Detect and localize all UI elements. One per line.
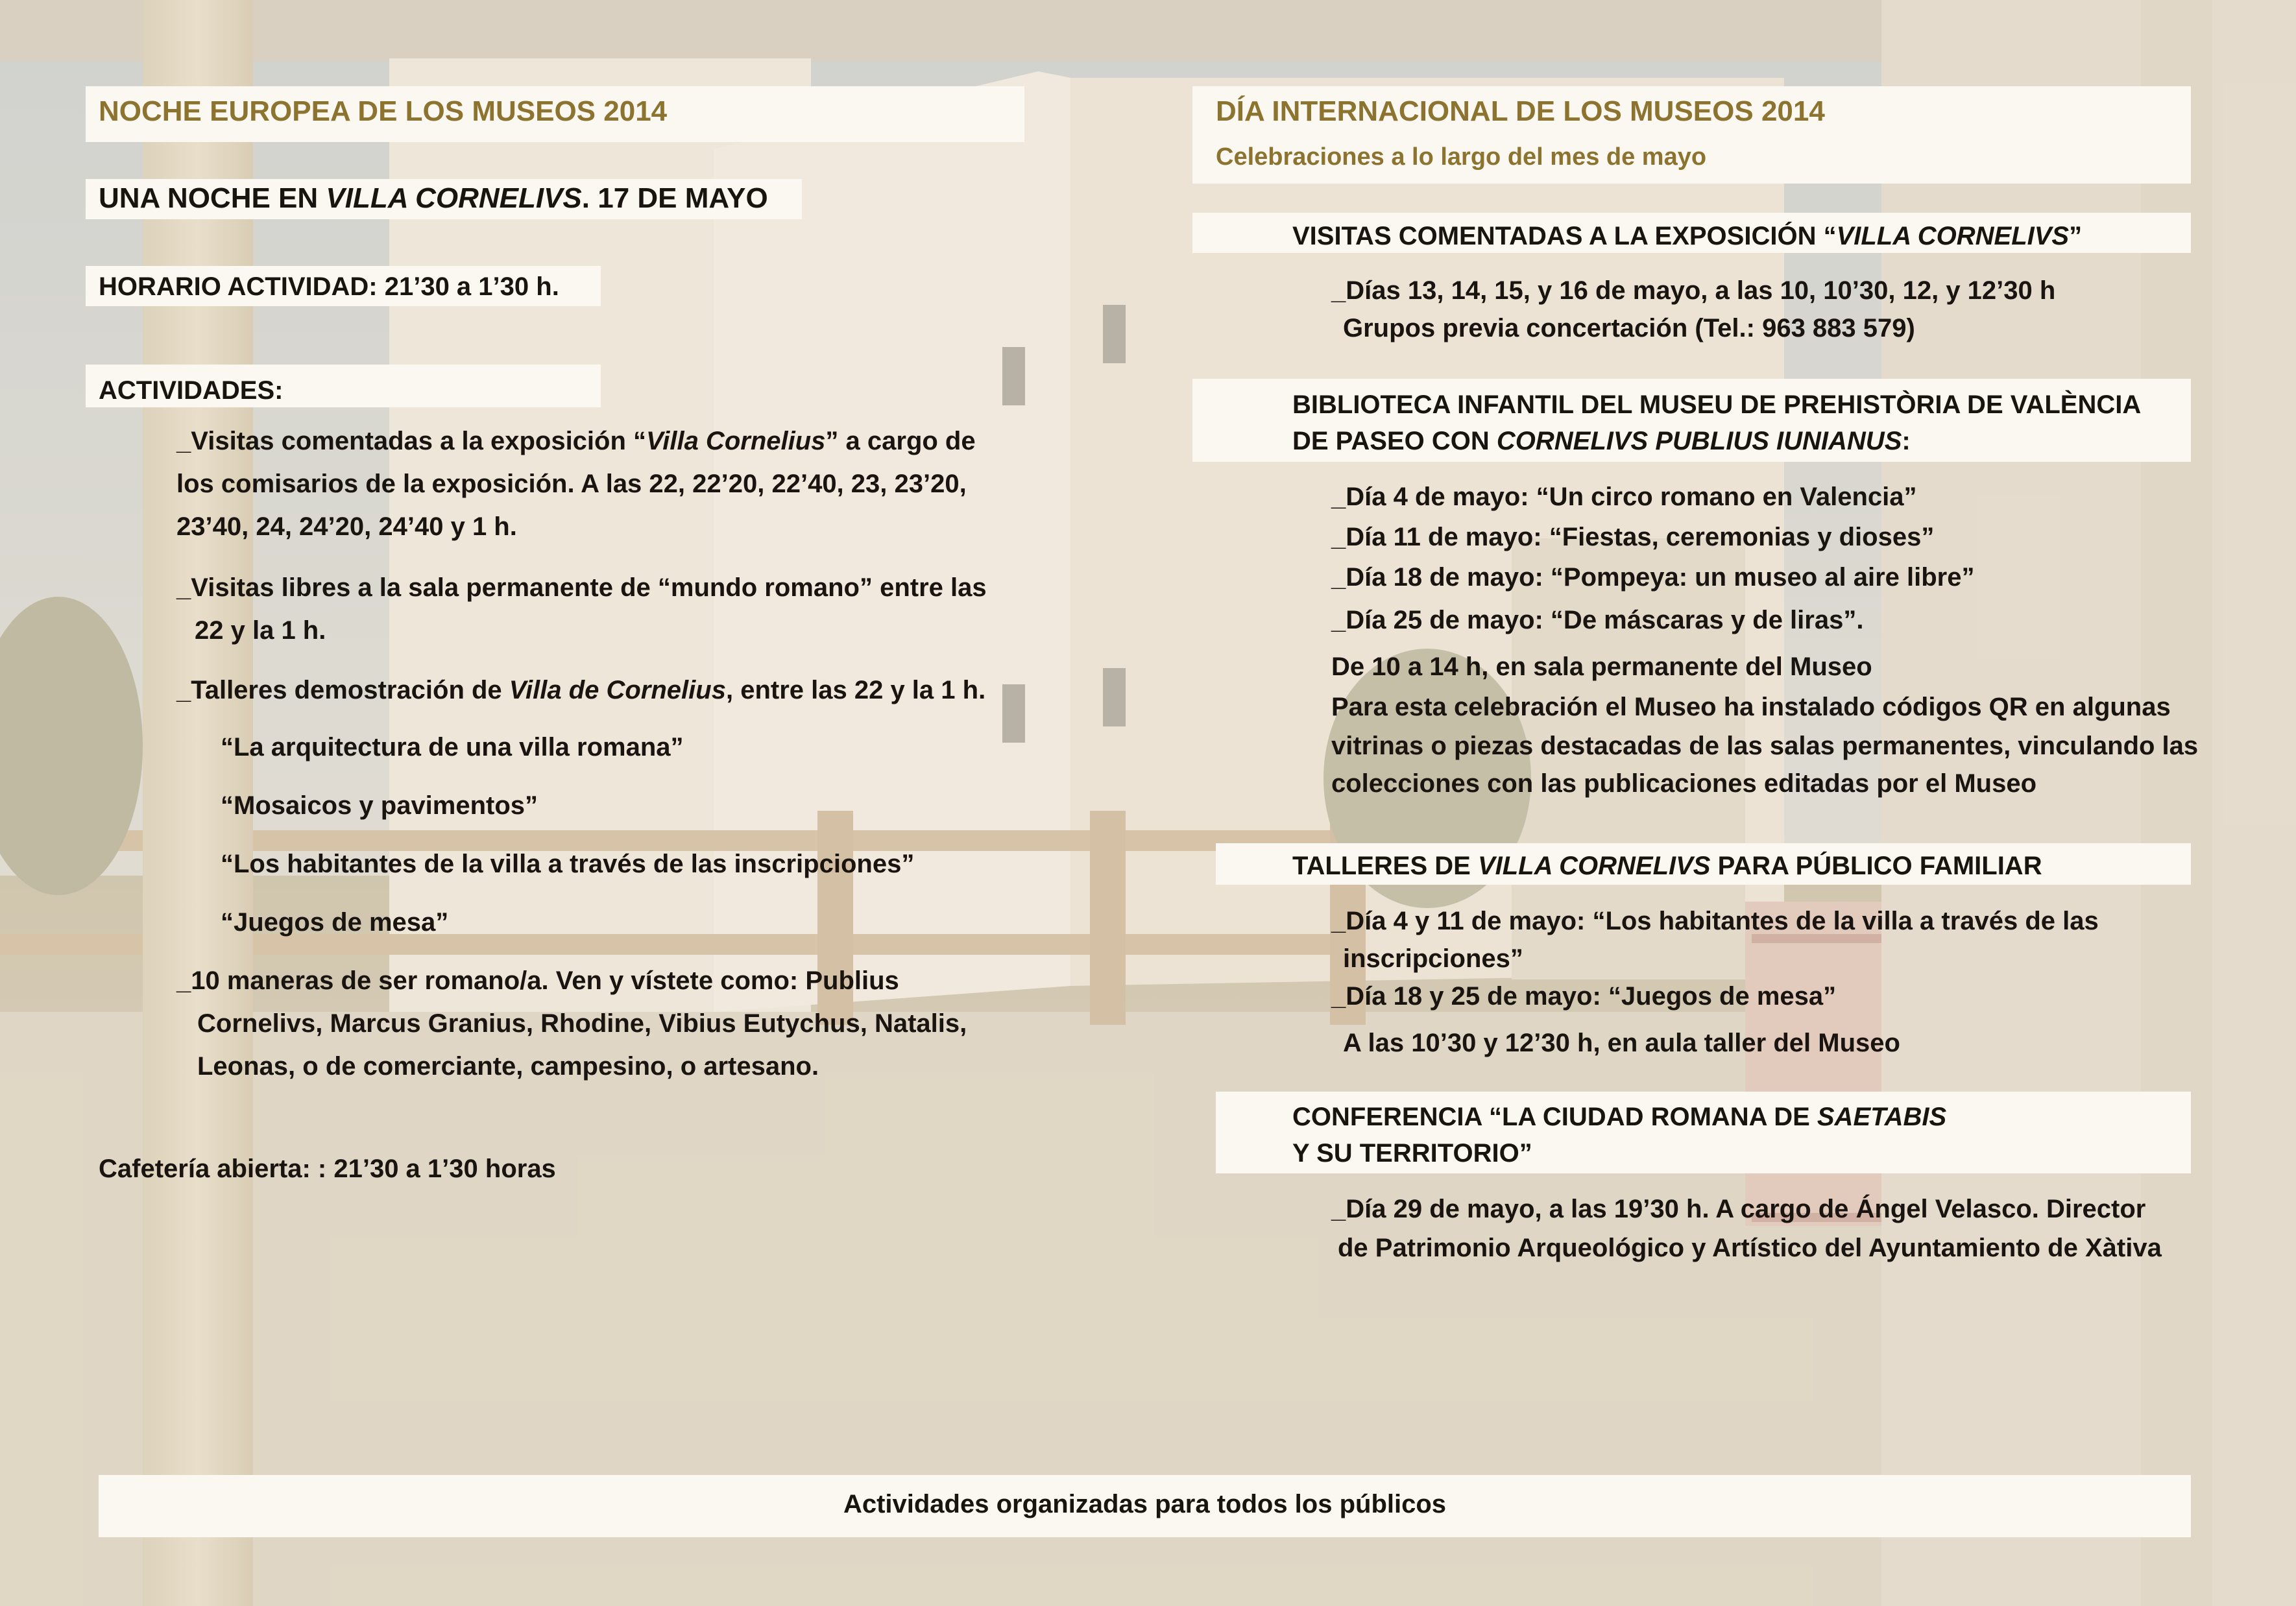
workshop-item: “Juegos de mesa” [221, 908, 449, 937]
talleres-title: TALLERES DE VILLA CORNELIVS PARA PÚBLICO FAMILIAR [1292, 852, 2042, 880]
talleres-line-3: _Día 18 y 25 de mayo: “Juegos de mesa” [1331, 982, 1837, 1011]
talleres-line-2: inscripciones” [1343, 944, 1523, 973]
left-header: NOCHE EUROPEA DE LOS MUSEOS 2014 [99, 95, 668, 127]
visitas-line-1: _Visitas comentadas a la exposición “Villa Cornelius” a cargo de [176, 427, 976, 455]
schedule: HORARIO ACTIVIDAD: 21’30 a 1’30 h. [99, 272, 559, 301]
talleres-line-4: A las 10’30 y 12’30 h, en aula taller del Museo [1343, 1029, 1900, 1057]
workshop-item: “Los habitantes de la villa a través de las inscripciones” [221, 850, 915, 878]
conf-title-line-1: CONFERENCIA “LA CIUDAD ROMANA DE SAETABIS [1292, 1103, 1947, 1131]
maneras-line-1: _10 maneras de ser romano/a. Ven y vístete como: Publius [176, 966, 899, 995]
biblio-title-line-2: DE PASEO CON CORNELIVS PUBLIUS IUNIANUS: [1292, 427, 1911, 455]
conf-title-line-2: Y SU TERRITORIO” [1292, 1139, 1532, 1168]
workshop-item: “Mosaicos y pavimentos” [221, 791, 538, 820]
biblio-qr-line: vitrinas o piezas destacadas de las salas permanentes, vinculando las [1331, 732, 2199, 760]
biblio-time: De 10 a 14 h, en sala permanente del Museo [1331, 653, 1872, 681]
maneras-line-3: Leonas, o de comerciante, campesino, o artesano. [197, 1052, 819, 1081]
visitas-dates: _Días 13, 14, 15, y 16 de mayo, a las 10, 10’30, 12, y 12’30 h [1331, 276, 2056, 305]
visitas-line-3: 23’40, 24, 24’20, 24’40 y 1 h. [176, 512, 517, 541]
footer: Actividades organizadas para todos los públicos [843, 1490, 1447, 1518]
visitas-groups: Grupos previa concertación (Tel.: 963 883 579) [1343, 314, 1915, 342]
cafeteria: Cafetería abierta: : 21’30 a 1’30 horas [99, 1155, 556, 1183]
libres-line-1: _Visitas libres a la sala permanente de “mundo romano” entre las [176, 573, 987, 602]
maneras-line-2: Cornelivs, Marcus Granius, Rhodine, Vibius Eutychus, Natalis, [197, 1009, 967, 1038]
right-subheader: Celebraciones a lo largo del mes de mayo [1216, 143, 1707, 171]
event-title: UNA NOCHE EN VILLA CORNELIVS. 17 DE MAYO [99, 182, 768, 214]
talleres-line-1: _Día 4 y 11 de mayo: “Los habitantes de la villa a través de las [1331, 907, 2099, 935]
biblio-title-line-1: BIBLIOTECA INFANTIL DEL MUSEU DE PREHISTÒRIA DE VALÈNCIA [1292, 390, 2142, 419]
conf-line-2: de Patrimonio Arqueológico y Artístico del Ayuntamiento de Xàtiva [1338, 1234, 2162, 1262]
activities-title: ACTIVIDADES: [99, 376, 284, 405]
biblio-item: _Día 18 de mayo: “Pompeya: un museo al aire libre” [1331, 563, 1975, 592]
conf-line-1: _Día 29 de mayo, a las 19’30 h. A cargo de Ángel Velasco. Director [1331, 1195, 2146, 1223]
workshop-item: “La arquitectura de una villa romana” [221, 733, 684, 761]
biblio-qr-line: colecciones con las publicaciones editadas por el Museo [1331, 769, 2037, 798]
talleres-line: _Talleres demostración de Villa de Cornelius, entre las 22 y la 1 h. [176, 676, 986, 704]
libres-line-2: 22 y la 1 h. [195, 616, 326, 645]
visitas-title: VISITAS COMENTADAS A LA EXPOSICIÓN “VILLA CORNELIVS” [1292, 222, 2083, 250]
biblio-item: _Día 4 de mayo: “Un circo romano en Valencia” [1331, 483, 1917, 511]
right-header: DÍA INTERNACIONAL DE LOS MUSEOS 2014 [1216, 95, 1825, 127]
visitas-line-2: los comisarios de la exposición. A las 22, 22’20, 22’40, 23, 23’20, [176, 470, 967, 498]
biblio-item: _Día 25 de mayo: “De máscaras y de liras”. [1331, 606, 1864, 634]
biblio-item: _Día 11 de mayo: “Fiestas, ceremonias y dioses” [1331, 523, 1935, 551]
biblio-qr-line: Para esta celebración el Museo ha instalado códigos QR en algunas [1331, 693, 2171, 721]
